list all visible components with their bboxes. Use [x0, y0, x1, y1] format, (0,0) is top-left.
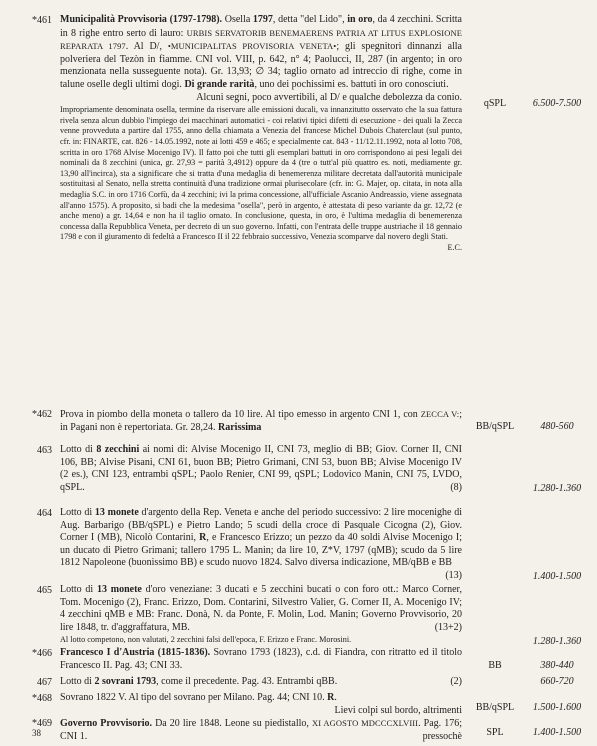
lot-estimate: 480-560: [540, 421, 574, 432]
lot-title: Municipalità Provvisoria (1797-1798).: [60, 14, 223, 25]
lot-grade: BB/qSPL: [475, 421, 515, 432]
lot-description: Governo Provvisorio. Da 20 lire 1848. Leone su piedistallo, XI AGOSTO MDCCCXLVIII. Pag. 176; CNI 1. pressochè: [60, 718, 462, 742]
lot-number: *462: [32, 409, 52, 420]
lot-number: *469: [32, 718, 52, 729]
lot-number: *461: [32, 15, 52, 26]
lot-quantity: (13): [445, 569, 462, 581]
coin-legend: XI AGOSTO MDCCCXLVIII: [311, 718, 419, 728]
lot-estimate: 6.500-7.500: [532, 98, 582, 109]
lot-description: Lotto di 8 zecchini ai nomi di: Alvise Mocenigo II, CNI 73, meglio di BB; Giov. Corner II, CNI 106, BB; Alvise Pisani, CNI 61, buon BB; Pietro Grimani, CNI 53, buon BB; Alvise Mocenigo IV (2 es.), CNI 123, entrambi qSPL; Paolo Renier, CNI 99, qSPL; Lodovico Manin, CNI 75, LVDO, qSPL. (8): [60, 444, 462, 493]
lot-number: *466: [32, 648, 52, 659]
lot-number: 463: [37, 445, 52, 456]
coin-legend: ZECCA V:: [420, 409, 460, 419]
lot-description: Prova in piombo della moneta o tallero da 10 lire. Al tipo emesso in argento CNI 1, con ZECCA V:; in Pagani non è repertoriata. Gr. 28,24. Rarissima: [60, 409, 462, 433]
lot-description: Municipalità Provvisoria (1797-1798). Osella 1797, detta "del Lido", in oro, da 4 zecchini. Scritta in 8 righe entro serto di lauro: URBIS SERVATORIB BENEMAERENS PATRIA AT LITUS EXPLOSIONE REPARATA 1797. Al D/, •MUNICIPALITAS PROVISORIA VENETA•; gli spegnitori dinnanzi alla polveriera del Tezòn in fiamme. CNI vol. VIII, p. 642, n° 4; Paolucci, II, 287 (in argento; in oro menzionata nella susseguente nota). Gr. 13,93; ∅ 34; taglio ornato ad intreccio di righe, come in talune oselle degli ultimi dogi. Di grande rarità, uno dei pochissimi es. battuti in oro conosciuti. Alcuni segni, poco avvertibili, al D/ e qualche debolezza da conio. Impropriamente denominata osella, termine da riservare alle emissioni ducali, va innanzitutto osservato che la sua fattura rivela senza alcun dubbio l'impiego dei macchinari automatici - coi relativi tipici difetti di esecuzione - dei quali la Zecca venne provveduta a partire dal 1755, anno della chiamata a Venezia del francese Michel Dubois Chaterclaut (sul punto, cfr. in: FINARTE, cat. 826 - 14.05.1992, note ai lotti 459 e 465; e specialmente cat. 843 - 11/12.11.1992, nota al lotto 708, scritta in oro 1768 Alvise Mocenigo IV). Il fatto poi che tutti gli esemplari battuti in oro corrispondono ai pesi legali dei nominali da 8 zecchini (unica, gr. 27,93 = parità 3,4912) oppure da 4 (tre o tutt'al più quattro es. noti, mediamente gr. 13,90 all'incirca), sta a significare che si tratta d'una medaglia di benemerenza militare decretata dall'autorità municipale sostituitasi al Senato, nella stretta continuità d'una tradizione ormai plurisecolare (cfr. in: G. Majer, op. citata, in nota alla medaglia S.C. in oro 1716 Corfù, da 4 zecchini; ivi la prima concessione, all'ufficiale Ascanio Andreassio, viene assegnata all'anno 1575). A proposito, si badi che la medesima "osella", però in argento, è attestata di peso variante da gr. 12,72 (e anche meno) a gr. 14,64 e non ha il taglio ornato. In conclusione, questa, in oro, è l'ultima medaglia di benemerenza concessa dalla Repubblica Veneta, per decreto di un suo governo. Infatti, con l'entrata delle truppe austriache il 18 gennaio 1798 e con il giuramento di fedeltà a Francesco II il 22 febbraio successivo, Venezia scomparve dal novero degli Stati. E.C.: [60, 14, 462, 252]
condition-remark: Lievi colpi sul bordo, altrimenti: [334, 704, 462, 716]
lot-estimate: 1.280-1.360: [532, 483, 582, 494]
lot-note: Al lotto competono, non valutati, 2 zecchini falsi dell'epoca, F. Erizzo e Franc. Morosini.: [60, 635, 352, 645]
lot-title: Governo Provvisorio.: [60, 718, 153, 729]
lot-estimate: 1.500-1.600: [532, 702, 582, 713]
lot-description: Lotto di 2 sovrani 1793, come il precedente. Pag. 43. Entrambi qBB. (2): [60, 676, 462, 687]
lot-estimate: 1.280-1.360: [532, 636, 582, 647]
lot-estimate: 1.400-1.500: [532, 571, 582, 582]
lot-quantity: (8): [450, 481, 462, 493]
lot-title: Francesco I d'Austria (1815-1836).: [60, 647, 211, 658]
lot-quantity: (2): [450, 676, 462, 687]
lot-grade: qSPL: [483, 98, 507, 109]
lot-grade: BB: [488, 660, 502, 671]
rarity: Di grande rarità: [184, 78, 255, 90]
lot-estimate: 660-720: [540, 676, 574, 687]
condition-note: Alcuni segni, poco avvertibili, al D/ e qualche debolezza da conio.: [196, 91, 462, 103]
page-number: 38: [32, 728, 41, 738]
lot-grade: BB/qSPL: [475, 702, 515, 713]
lot-estimate: 380-440: [540, 660, 574, 671]
lot-description: Lotto di 13 monete d'oro veneziane: 3 ducati e 5 zecchini bucati o con foro ott.: Marco Corner, Tom. Mocenigo (2), Franc. Erizzo, Dom. Contarini, Silvestro Valier, G. Corner II, A. Mocenigo IV; 4 zecchini qMB e MB: Franc. Donà, N. da Ponte, F. Molin, Lod. Manin; Governo Provvisorio, 20 lire 1848, tr. d'aggraffatura, MB. (13+2) Al lotto competono, non valutati, 2 zecchini falsi dell'epoca, F. Erizzo e Franc. Morosini.: [60, 584, 462, 645]
lot-description: Sovrano 1822 V. Al tipo del sovrano per Milano. Pag. 44; CNI 10. R. Lievi colpi sul bordo, altrimenti: [60, 692, 462, 716]
lot-number: 467: [37, 677, 52, 688]
lot-description: Lotto di 13 monete d'argento della Rep. Veneta e anche del periodo successivo: 2 lire mocenighe di Aug. Barbarigo (BB/qSPL) e Pietro Lando; 5 scudi della croce di Pasquale Cicogna (2), Giov. Corner I (MB), Nicolò Contarini, R, e Francesco Erizzo; un pezzo da 40 soldi Alvise Mocenigo I; un ducato di Pietro Grimani; tallero 1795 L. Manin; da lire 10, Z*V, 1797 (qMB); scudo da 5 lire 1812 Napoleone (buonissimo BB) e scudo nuovo 1824. Salvo diversa indicazione, MB/qBB e BB (13): [60, 507, 463, 581]
lot-description: Francesco I d'Austria (1815-1836). Sovrano 1793 (1823), c.d. di Fiandra, con ritratto ed il titolo Francesco II. Pag. 43; CNI 33.: [60, 647, 462, 671]
lot-estimate: 1.400-1.500: [532, 727, 582, 738]
rarity: Rarissima: [218, 421, 262, 433]
lot-note: Impropriamente denominata osella, termine da riservare alle emissioni ducali, va innanzitutto osservato che la sua fattura rivela senza alcun dubbio l'impiego dei macchinari automatici - coi relativi tipici difetti di esecuzione - dei quali la Zecca venne provveduta a partire dal 1755, anno della chiamata a Venezia del francese Michel Dubois Chaterclaut (sul punto, cfr. in: FINARTE, cat. 826 - 14.05.1992, note ai lotti 459 e 465; e specialmente cat. 843 - 11/12.11.1992, nota al lotto 708, scritta in oro 1768 Alvise Mocenigo IV). Il fatto poi che tutti gli esemplari battuti in oro corrispondono ai pesi legali dei nominali da 8 zecchini (unica, gr. 27,93 = parità 3,4912) oppure da 4 (tre o tutt'al più quattro es. noti, mediamente gr. 13,90 all'incirca), sta a significare che si tratta d'una medaglia di benemerenza militare decretata dall'autorità municipale sostituitasi al Senato, nella stretta continuità d'una tradizione ormai plurisecolare (cfr. in: G. Majer, op. citata, in nota alla medaglia S.C. in oro 1716 Corfù, da 4 zecchini; ivi la prima concessione, all'ufficiale Ascanio Andreassio, viene assegnata all'anno 1575). A proposito, si badi che la medesima "osella", però in argento, è attestata di peso variante da gr. 12,72 (e anche meno) a gr. 14,64 e non ha il taglio ornato. In conclusione, questa, in oro, è l'ultima medaglia di benemerenza concessa dalla Repubblica Veneta, per decreto di un suo governo. Infatti, con l'entrata delle truppe austriache il 18 gennaio 1798 e con il giuramento di fedeltà a Francesco II il 22 febbraio successivo, Venezia scomparve dal novero degli Stati. E.C.: [60, 105, 462, 252]
lot-quantity: (13+2): [434, 621, 462, 633]
lot-number: 465: [37, 585, 52, 596]
condition-remark: pressochè: [422, 730, 462, 742]
note-initials: E.C.: [447, 242, 462, 252]
coin-legend: URBIS SERVATORIB BENEMAERENS PATRIA AT LITUS EXPLOSIONE REPARATA 1797: [60, 27, 462, 52]
coin-legend: •MUNICIPALITAS PROVISORIA VENETA•: [167, 41, 337, 52]
lot-grade: SPL: [486, 727, 504, 738]
lot-number: 464: [37, 508, 52, 519]
lot-number: *468: [32, 693, 52, 704]
